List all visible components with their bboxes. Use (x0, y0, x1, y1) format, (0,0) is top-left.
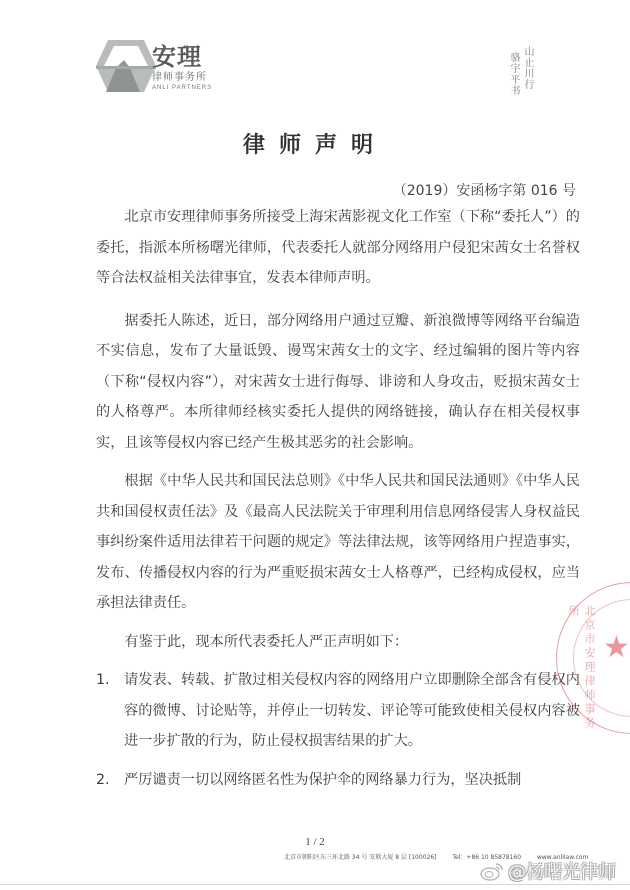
list-item (96, 765, 580, 796)
list-number: 2. (96, 771, 110, 788)
star-icon: ★ (603, 630, 630, 665)
footer-tel: Tel：+86 10 85878160 (452, 854, 522, 861)
paragraph: 据委托人陈述，近日，部分网络用户通过豆瓣、新浪微博等网络平台编造不实信息，发布了大量诋毁、谩骂宋茜女士的文字、经过编辑的图片等内容（下称“侵权内容”），对宋茜女士进行侮辱、诽谤和人身攻击，贬损宋茜女士的人格尊严。本所律师经核实委托人提供的网络链接，确认存在相关侵权事实，且该等侵权内容已经产生极其恶劣的社会影响。 (96, 312, 580, 451)
firm-brand (152, 44, 212, 93)
firm-name: 安理 (152, 43, 202, 71)
paragraph: 有鉴于此，现本所代表委托人严正声明如下： (124, 633, 409, 650)
firm-english-name: ANLI PARTNERS (152, 85, 213, 91)
firm-logo-icon (94, 38, 158, 94)
list-text: 请发表、转载、扩散过相关侵权内容的网络用户立即删除全部含有侵权内容的微博、讨论贴等，并停止一切转发、评论等可能致使相关侵权内容被进一步扩散的行为，防止侵权损害结果的扩大。 (124, 672, 580, 749)
weibo-icon (480, 861, 504, 881)
paragraph: 北京市安理律师事务所接受上海宋茜影视文化工作室（下称“委托人”）的委托，指派本所杨曙光律师，代表委托人就部分网络用户侵犯宋茜女士名誉权等合法权益相关法律事宜，发表本律师声明。 (96, 209, 580, 286)
list-text: 严厉谴责一切以网络匿名性为保护伞的网络暴力行为，坚决抵制 (124, 771, 522, 788)
reference-number: （2019）安函杨字第 016 号 (392, 183, 576, 199)
page-divider (0, 884, 630, 885)
calligraphy-motto: 山止川行 (522, 46, 533, 90)
paragraph: 根据《中华人民共和国民法总则》《中华人民共和国民法通则》《中华人民共和国侵权责任法》及《最高人民法院关于审理利用信息网络侵害人身权益民事纠纷案件适用法律若干问题的规定》等法律法规，该等网络用户捏造事实，发布、传播侵权内容的行为严重贬损宋茜女士人格尊严，已经构成侵权，应当承担法律责任。 (96, 473, 580, 611)
firm-subtitle: 律师事务所 (152, 72, 207, 83)
calligraphy-signature: 骆宇平书 (508, 52, 519, 96)
document-body (96, 202, 580, 803)
list-number: 1. (96, 672, 110, 688)
document-title: 律师声明 (242, 133, 387, 158)
weibo-watermark (480, 858, 616, 884)
list-item (96, 665, 580, 757)
footer-address: 北京市朝阳区东三环北路 34 号 安联大厦 8 层 [100026] (284, 854, 437, 861)
watermark-text: @杨曙光律师 (508, 862, 616, 883)
footer-website[interactable]: www.anlilaw.com (536, 854, 589, 861)
seal-text: 北京市安理律师事务所 (567, 605, 596, 731)
page-number: 1 / 2 (305, 836, 325, 848)
official-seal (556, 582, 630, 734)
